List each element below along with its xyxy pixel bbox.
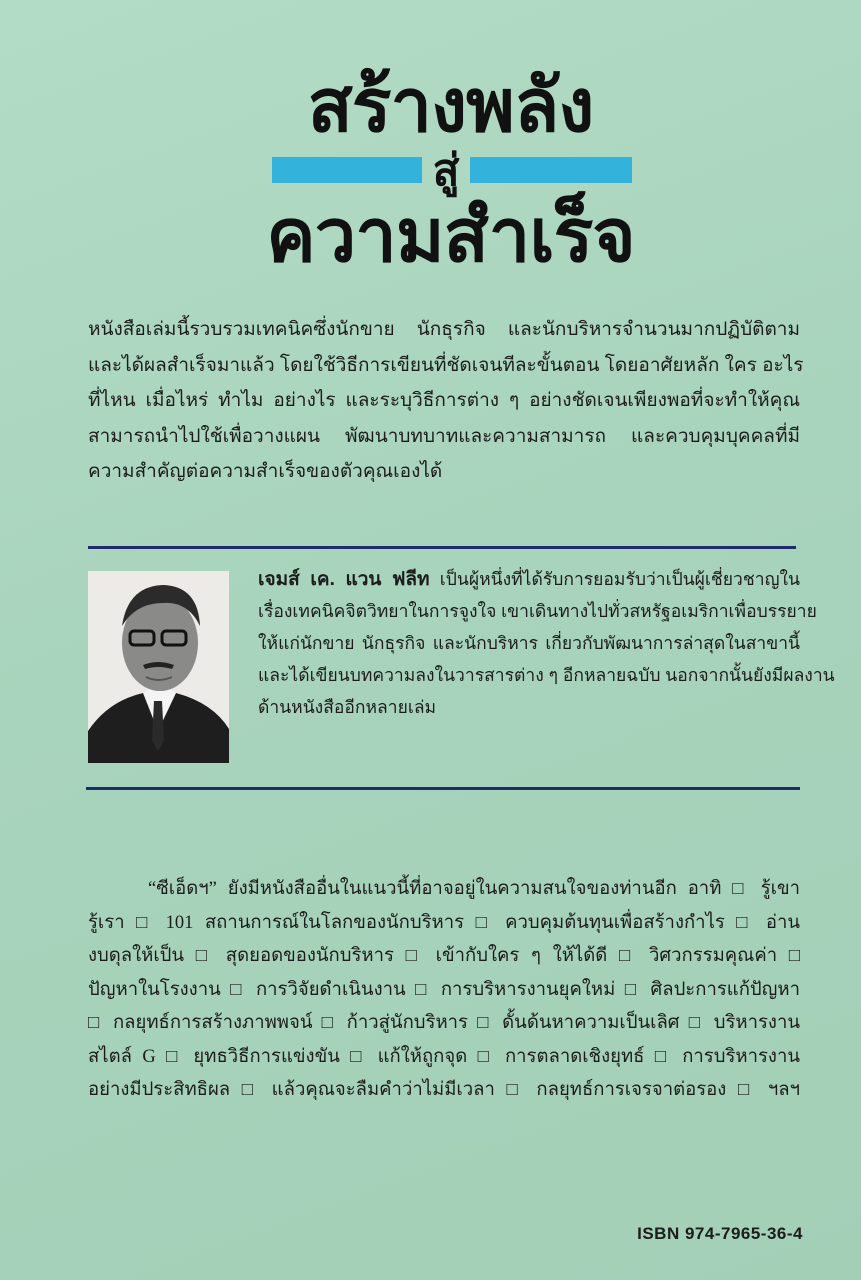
- bio-line: ให้แก่นักขาย นักธุรกิจ และนักบริหาร เกี่ยวกับพัฒนาการล่าสุดในสาขานี้: [258, 633, 800, 653]
- title-line-3: ความสำเร็จ: [266, 194, 635, 277]
- books-line: รู้เรา □ 101 สถานการณ์ในโลกของนักบริหาร □ ควบคุมต้นทุนเพื่อสร้างกำไร □ อ่าน: [88, 912, 800, 933]
- other-books-list: [88, 873, 800, 1108]
- intro-line: สามารถนำไปใช้เพื่อวางแผน พัฒนาบทบาทและความสามารถ และควบคุมบุคคลที่มี: [88, 425, 800, 447]
- author-name: เจมส์ เค. แวน ฟลีท: [258, 569, 430, 590]
- divider-bottom: [86, 787, 800, 790]
- books-line: สไตล์ G □ ยุทธวิธีการแข่งขัน □ แก้ให้ถูกจุด □ การตลาดเชิงยุทธ์ □ การบริหารงาน: [88, 1046, 800, 1067]
- books-line: “ซีเอ็ดฯ” ยังมีหนังสืออื่นในแนวนี้ที่อาจอยู่ในความสนใจของท่านอีก อาทิ □ รู้เขา: [148, 879, 800, 899]
- title-line-1: สร้างพลัง: [307, 64, 594, 147]
- bio-line: ด้านหนังสืออีกหลายเล่ม: [258, 697, 437, 717]
- bio-line: เรื่องเทคนิคจิตวิทยาในการจูงใจ เขาเดินทางไปทั่วสหรัฐอเมริกาเพื่อบรรยาย: [258, 601, 817, 621]
- intro-line: ความสำคัญต่อความสำเร็จของตัวคุณเองได้: [88, 461, 443, 482]
- title-line-2: สู่: [432, 146, 460, 195]
- divider-top: [88, 546, 796, 549]
- books-line: □ กลยุทธ์การสร้างภาพพจน์ □ ก้าวสู่นักบริหาร □ ดั้นด้นหาความเป็นเลิศ □ บริหารงาน: [88, 1013, 800, 1033]
- author-bio: [258, 563, 835, 723]
- intro-line: ที่ไหน เมื่อไหร่ ทำไม อย่างไร และระบุวิธีการต่าง ๆ อย่างชัดเจนเพียงพอที่จะทำให้คุณ: [88, 390, 800, 411]
- books-line: ปัญหาในโรงงาน □ การวิจัยดำเนินงาน □ การบริหารงานยุคใหม่ □ ศิลปะการแก้ปัญหา: [88, 979, 800, 1000]
- accent-bar-left: [272, 157, 422, 183]
- books-line: งบดุลให้เป็น □ สุดยอดของนักบริหาร □ เข้ากับใคร ๆ ให้ได้ดี □ วิศวกรรมคุณค่า □: [88, 946, 800, 966]
- intro-line: หนังสือเล่มนี้รวบรวมเทคนิคซึ่งนักขาย นักธุรกิจ และนักบริหารจำนวนมากปฏิบัติตาม: [88, 319, 800, 340]
- accent-bar-right: [470, 157, 632, 183]
- intro-paragraph: [88, 312, 804, 490]
- bio-text: เป็นผู้หนึ่งที่ได้รับการยอมรับว่าเป็นผู้เชี่ยวชาญใน: [429, 569, 800, 589]
- author-photo: [88, 571, 229, 763]
- intro-line: และได้ผลสำเร็จมาแล้ว โดยใช้วิธีการเขียนที่ชัดเจนทีละขั้นตอน โดยอาศัยหลัก ใคร อะไร: [88, 354, 804, 376]
- bio-line: และได้เขียนบทความลงในวารสารต่าง ๆ อีกหลายฉบับ นอกจากนั้นยังมีผลงาน: [258, 665, 835, 685]
- books-line: อย่างมีประสิทธิผล □ แล้วคุณจะลืมคำว่าไม่มีเวลา □ กลยุทธ์การเจรจาต่อรอง □ ฯลฯ: [88, 1080, 800, 1100]
- isbn-number: ISBN 974-7965-36-4: [637, 1224, 803, 1243]
